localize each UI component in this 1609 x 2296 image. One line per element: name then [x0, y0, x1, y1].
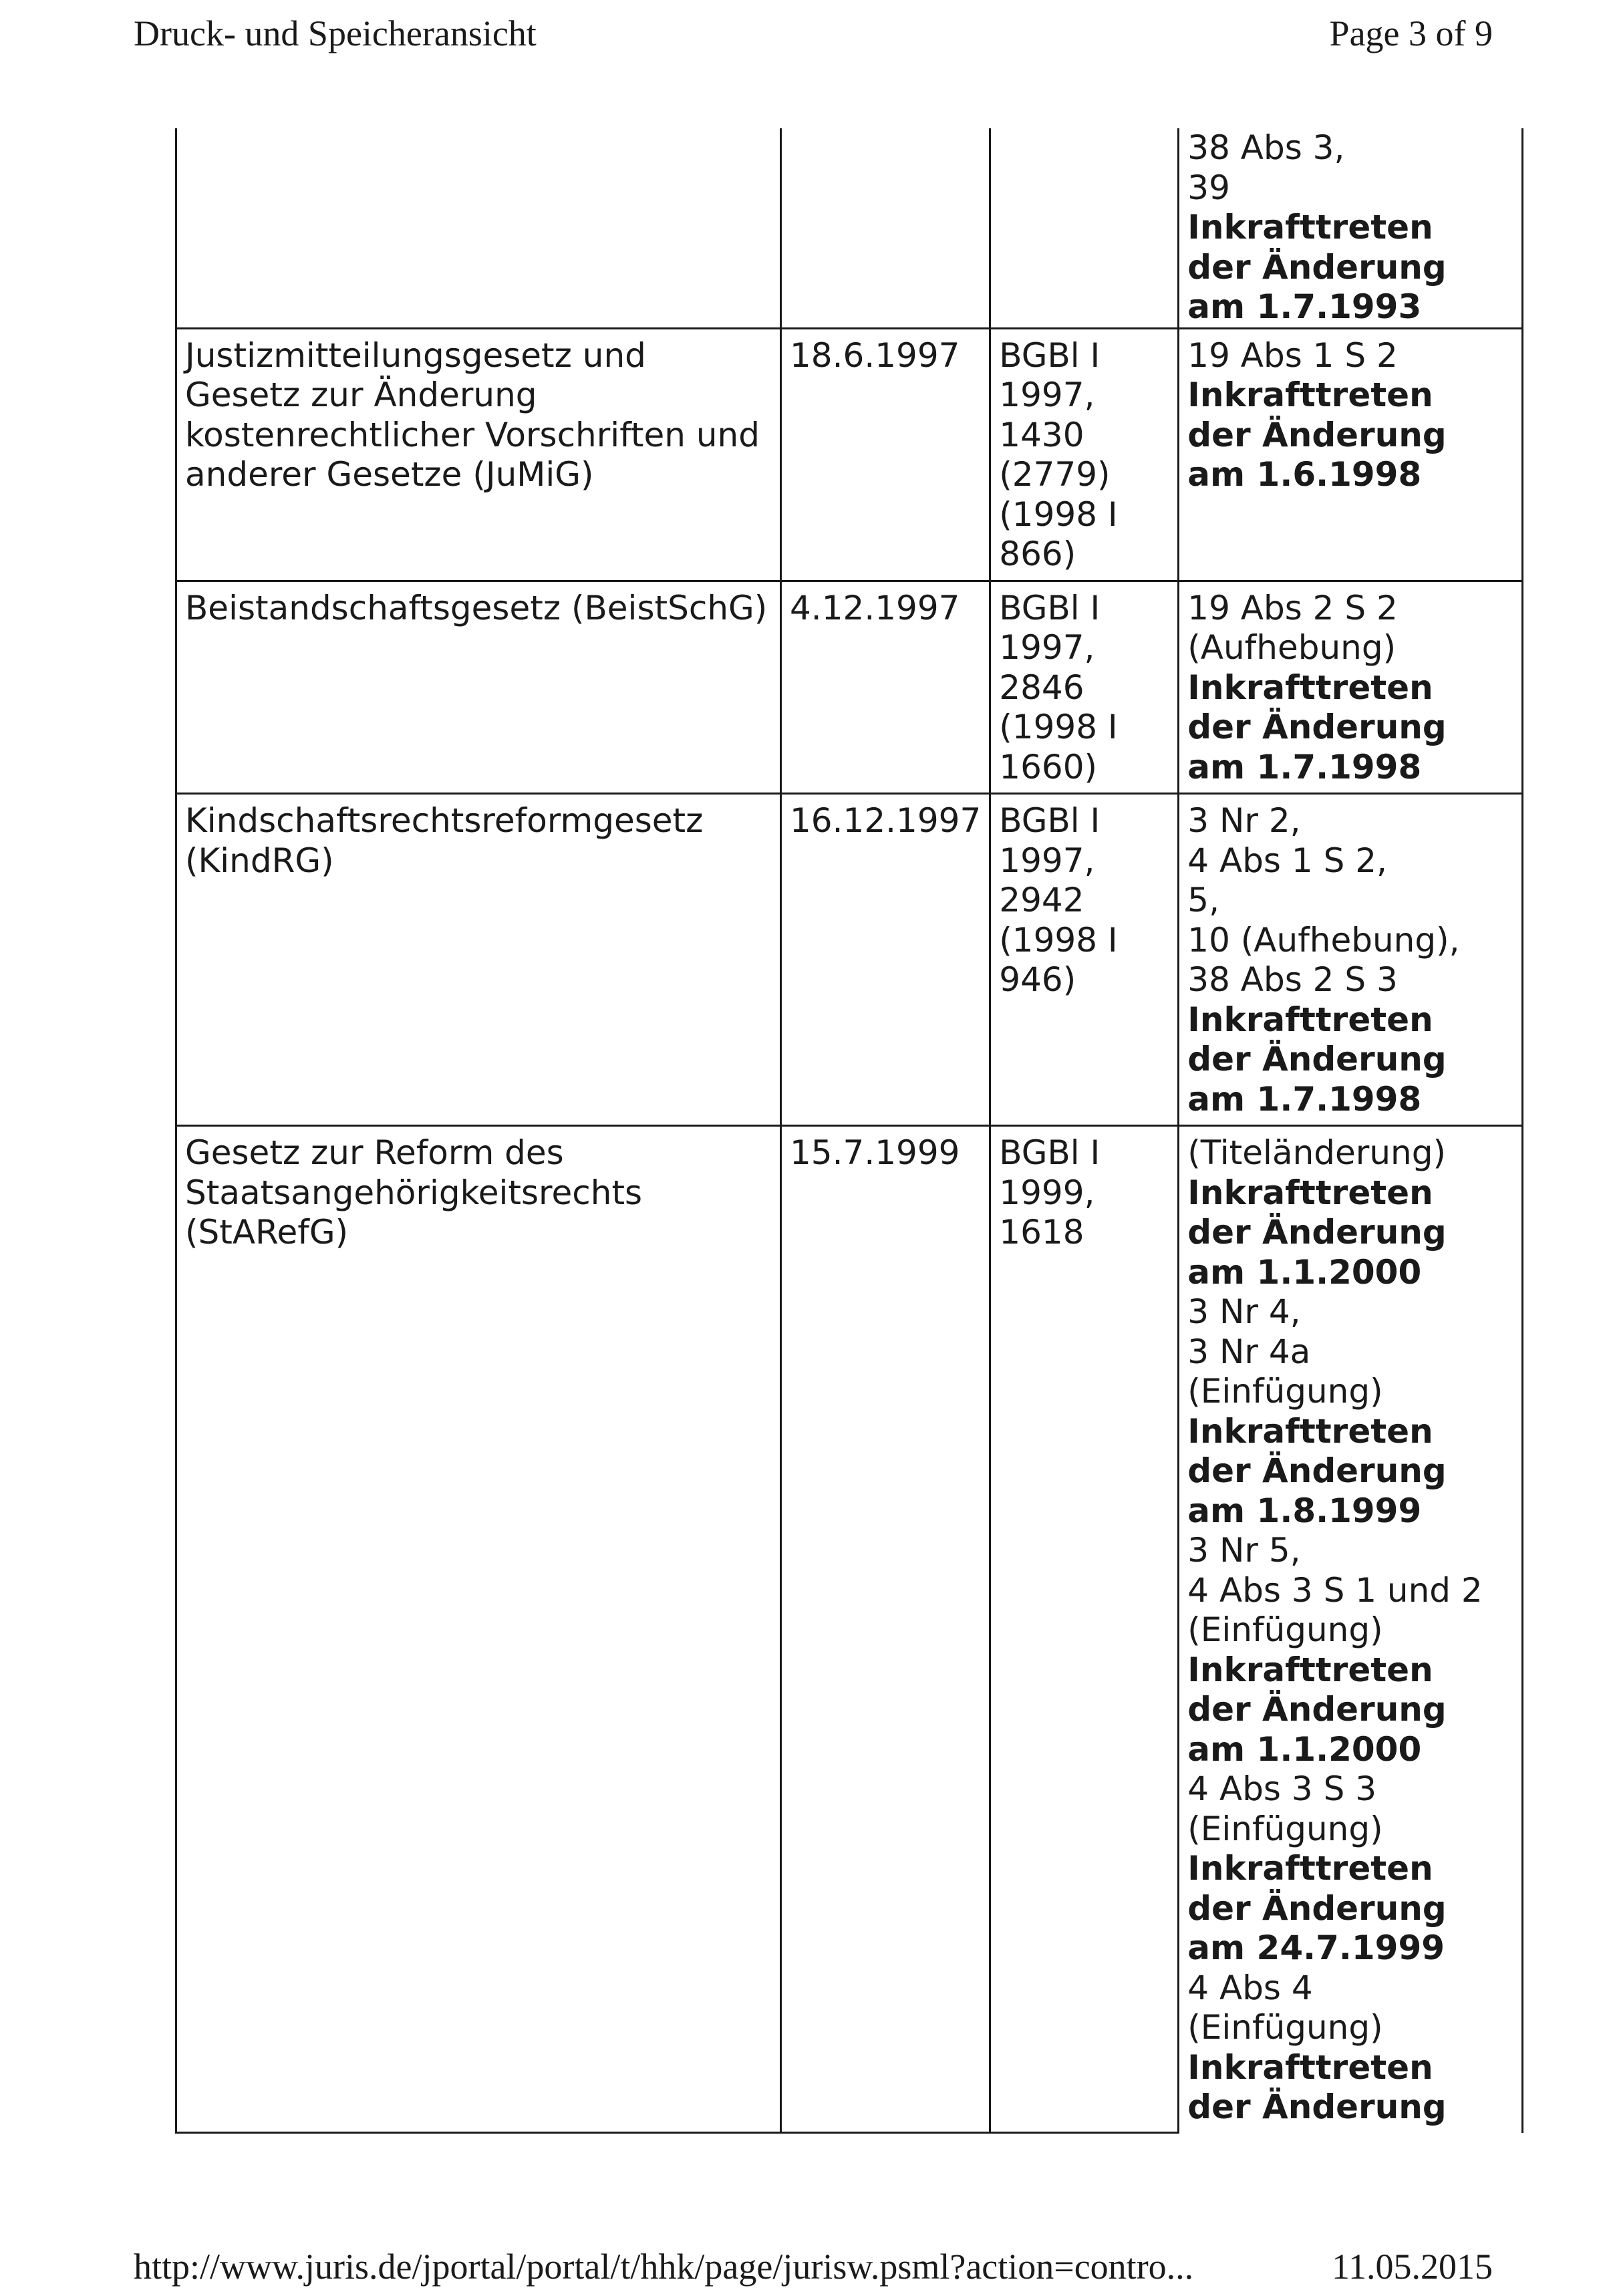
law-name-line: anderer Gesetze (JuMiG)	[185, 455, 594, 494]
law-name-cell	[176, 794, 781, 1126]
page-number: Page 3 of 9	[1329, 13, 1493, 53]
table-row	[176, 1126, 1523, 2133]
print-header	[134, 7, 1493, 60]
effective-date-line: am 1.7.1993	[1187, 287, 1422, 326]
effective-date-line: Inkrafttreten	[1187, 1000, 1433, 1039]
law-name-cell	[176, 328, 781, 581]
law-name-line: Gesetz zur Änderung	[185, 376, 537, 414]
source-url: http://www.juris.de/jportal/portal/t/hhk/page/jurisw.psml?action=contro...	[134, 2247, 1194, 2287]
source-line: 946)	[999, 960, 1076, 999]
issue-date: 15.7.1999	[790, 1133, 960, 1172]
issue-date: 18.6.1997	[790, 335, 960, 375]
change-line: 39	[1187, 168, 1230, 207]
changes-cell	[1179, 128, 1523, 328]
source-line: BGBl I	[999, 588, 1101, 627]
change-line: 19 Abs 1 S 2	[1187, 335, 1398, 375]
effective-date-line: Inkrafttreten	[1187, 2047, 1433, 2087]
effective-date-line: der Änderung	[1187, 1213, 1447, 1252]
source-line: 1999,	[999, 1173, 1095, 1212]
amendments-table	[175, 128, 1523, 2134]
change-line: 4 Abs 3 S 3	[1187, 1769, 1377, 1808]
print-footer	[134, 2240, 1493, 2293]
change-line: (Titeländerung)	[1187, 1133, 1446, 1172]
effective-date-line: am 1.1.2000	[1187, 1729, 1422, 1769]
effective-date-line: Inkrafttreten	[1187, 1650, 1433, 1689]
issue-date: 16.12.1997	[790, 801, 982, 840]
source-line: (2779)	[999, 455, 1111, 494]
effective-date-line: am 1.8.1999	[1187, 1491, 1422, 1530]
source-line: 1997,	[999, 628, 1095, 667]
source-line: 2942	[999, 881, 1084, 919]
effective-date-line: am 1.1.2000	[1187, 1252, 1422, 1292]
law-name-line: Staatsangehörigkeitsrechts	[185, 1173, 643, 1212]
law-name-line: (KindRG)	[185, 841, 334, 880]
effective-date-line: der Änderung	[1187, 1451, 1447, 1490]
changes-cell	[1179, 794, 1523, 1126]
change-line: (Aufhebung)	[1187, 628, 1397, 667]
source-line: 1430	[999, 415, 1084, 454]
effective-date-line: Inkrafttreten	[1187, 1849, 1433, 1888]
amendments-table-body	[176, 128, 1523, 2133]
source-line: 1997,	[999, 376, 1095, 414]
effective-date-line: der Änderung	[1187, 708, 1447, 746]
effective-date-line: Inkrafttreten	[1187, 1411, 1433, 1451]
law-name-cell	[176, 581, 781, 794]
change-line: 4 Abs 4	[1187, 1968, 1313, 2007]
changes-cell	[1179, 328, 1523, 581]
change-line: 19 Abs 2 S 2	[1187, 588, 1398, 627]
law-name-cell	[176, 128, 781, 328]
source-line: 2846	[999, 668, 1084, 707]
change-line: 5,	[1187, 881, 1219, 919]
source-line: 866)	[999, 535, 1076, 573]
source-line: BGBl I	[999, 335, 1101, 375]
effective-date-line: Inkrafttreten	[1187, 376, 1433, 414]
table-row	[176, 128, 1523, 328]
effective-date-line: am 1.7.1998	[1187, 1079, 1422, 1119]
law-name-line: (StARefG)	[185, 1213, 349, 1252]
source-line: 1618	[999, 1213, 1084, 1252]
change-line: 38 Abs 2 S 3	[1187, 960, 1398, 999]
date-cell	[781, 794, 990, 1126]
change-line: 3 Nr 2,	[1187, 801, 1301, 840]
table-row	[176, 794, 1523, 1126]
change-line: 3 Nr 5,	[1187, 1531, 1301, 1570]
change-line: 38 Abs 3,	[1187, 128, 1345, 167]
change-line: 4 Abs 1 S 2,	[1187, 841, 1387, 880]
source-line: (1998 I	[999, 708, 1118, 746]
effective-date-line: der Änderung	[1187, 247, 1447, 287]
law-name-line: kostenrechtlicher Vorschriften und	[185, 415, 760, 454]
source-cell	[990, 794, 1179, 1126]
source-line: 1660)	[999, 747, 1098, 786]
source-cell	[990, 128, 1179, 328]
change-line: (Einfügung)	[1187, 1610, 1383, 1649]
source-line: (1998 I	[999, 920, 1118, 960]
effective-date-line: am 24.7.1999	[1187, 1928, 1445, 1967]
change-line: 3 Nr 4,	[1187, 1292, 1301, 1331]
change-line: (Einfügung)	[1187, 1809, 1383, 1848]
effective-date-line: der Änderung	[1187, 1690, 1447, 1729]
table-row	[176, 328, 1523, 581]
change-line: (Einfügung)	[1187, 1372, 1383, 1411]
changes-cell	[1179, 1126, 1523, 2133]
effective-date-line: der Änderung	[1187, 2088, 1447, 2126]
source-line: (1998 I	[999, 494, 1118, 534]
source-cell	[990, 1126, 1179, 2133]
effective-date-line: der Änderung	[1187, 1888, 1447, 1928]
effective-date-line: Inkrafttreten	[1187, 208, 1433, 247]
effective-date-line: der Änderung	[1187, 1040, 1447, 1079]
law-name-line: Kindschaftsrechtsreformgesetz	[185, 801, 704, 840]
date-cell	[781, 581, 990, 794]
print-view-title: Druck- und Speicheransicht	[134, 13, 537, 53]
table-row	[176, 581, 1523, 794]
effective-date-line: am 1.7.1998	[1187, 747, 1422, 786]
law-name-cell	[176, 1126, 781, 2133]
issue-date: 4.12.1997	[790, 588, 960, 627]
law-name-line: Justizmitteilungsgesetz und	[185, 335, 646, 375]
law-name-line: Beistandschaftsgesetz (BeistSchG)	[185, 588, 768, 627]
change-line: 3 Nr 4a	[1187, 1332, 1311, 1371]
effective-date-line: Inkrafttreten	[1187, 668, 1433, 707]
law-name-line: Gesetz zur Reform des	[185, 1133, 564, 1172]
source-cell	[990, 581, 1179, 794]
change-line: 4 Abs 3 S 1 und 2	[1187, 1570, 1483, 1610]
change-line: 10 (Aufhebung),	[1187, 920, 1460, 960]
effective-date-line: am 1.6.1998	[1187, 455, 1422, 494]
date-cell	[781, 328, 990, 581]
changes-cell	[1179, 581, 1523, 794]
source-line: BGBl I	[999, 1133, 1101, 1172]
effective-date-line: der Änderung	[1187, 415, 1447, 454]
source-line: 1997,	[999, 841, 1095, 880]
date-cell	[781, 128, 990, 328]
date-cell	[781, 1126, 990, 2133]
print-date: 11.05.2015	[1332, 2247, 1493, 2287]
source-cell	[990, 328, 1179, 581]
change-line: (Einfügung)	[1187, 2008, 1383, 2047]
effective-date-line: Inkrafttreten	[1187, 1173, 1433, 1212]
source-line: BGBl I	[999, 801, 1101, 840]
